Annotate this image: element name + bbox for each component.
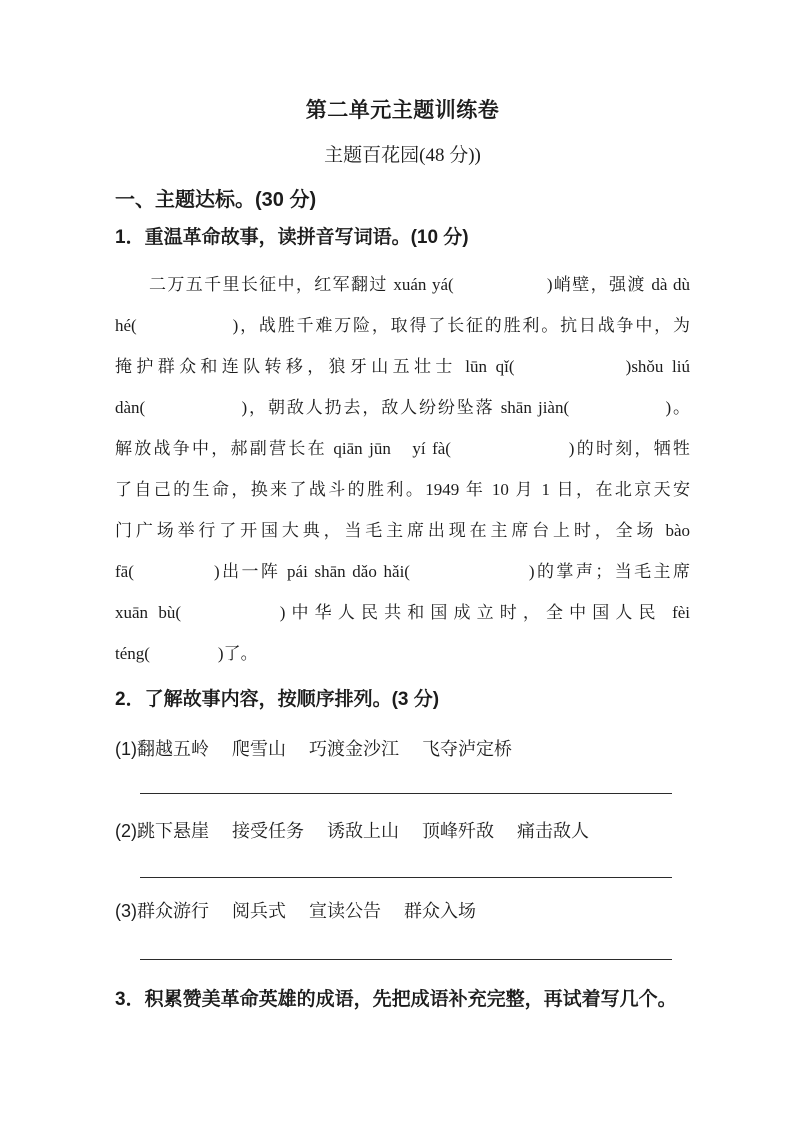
answer-blank-line xyxy=(140,924,672,960)
sequence-option-row-3: (3)群众游行 阅兵式 宣读公告 群众入场 xyxy=(115,901,477,921)
paragraph-line: fā( )出一阵 pái shān dǎo hǎi( )的掌声；当毛主席 xyxy=(115,562,690,581)
page-subtitle: 主题百花园(48 分)) xyxy=(324,145,481,166)
sequence-option-row-2: (2)跳下悬崖 接受任务 诱敌上山 顶峰歼敌 痛击敌人 xyxy=(115,821,590,841)
paragraph-line: hé( )，战胜千难万险，取得了长征的胜利。抗日战争中，为 xyxy=(115,316,690,335)
question-3-heading: 3．积累赞美革命英雄的成语，先把成语补充完整，再试着写几个。 xyxy=(115,989,677,1010)
paragraph-line: 解放战争中，郝副营长在 qiān jūn yí fà( )的时刻，牺牲 xyxy=(115,439,690,458)
section-1-heading: 一、主题达标。(30 分) xyxy=(115,189,317,211)
sequence-option-row-1: (1)翻越五岭 爬雪山 巧渡金沙江 飞夺泸定桥 xyxy=(115,739,512,759)
paragraph-line: 了自己的生命，换来了战斗的胜利。1949 年 10 月 1 日，在北京天安 xyxy=(115,480,690,499)
paragraph-line: téng( )了。 xyxy=(115,644,258,663)
paragraph-line: xuān bù( )中华人民共和国成立时，全中国人民 fèi xyxy=(115,603,690,622)
pinyin-fill-paragraph xyxy=(115,264,690,674)
question-2-heading: 2．了解故事内容，按顺序排列。(3 分) xyxy=(115,689,440,710)
page-title: 第二单元主题训练卷 xyxy=(305,99,500,122)
answer-blank-line xyxy=(140,762,672,794)
paragraph-line: dàn( )，朝敌人扔去，敌人纷纷坠落 shān jiàn( )。 xyxy=(115,398,690,417)
paragraph-line: 门广场举行了开国大典，当毛主席出现在主席台上时，全场 bào xyxy=(115,521,690,540)
answer-blank-line xyxy=(140,844,672,878)
paragraph-line: 掩护群众和连队转移，狼牙山五壮士 lūn qǐ( )shǒu liú xyxy=(115,357,690,376)
paragraph-line: 二万五千里长征中，红军翻过 xuán yá( )峭壁，强渡 dà dù xyxy=(149,275,690,294)
question-1-heading: 1．重温革命故事，读拼音写词语。(10 分) xyxy=(115,227,469,248)
